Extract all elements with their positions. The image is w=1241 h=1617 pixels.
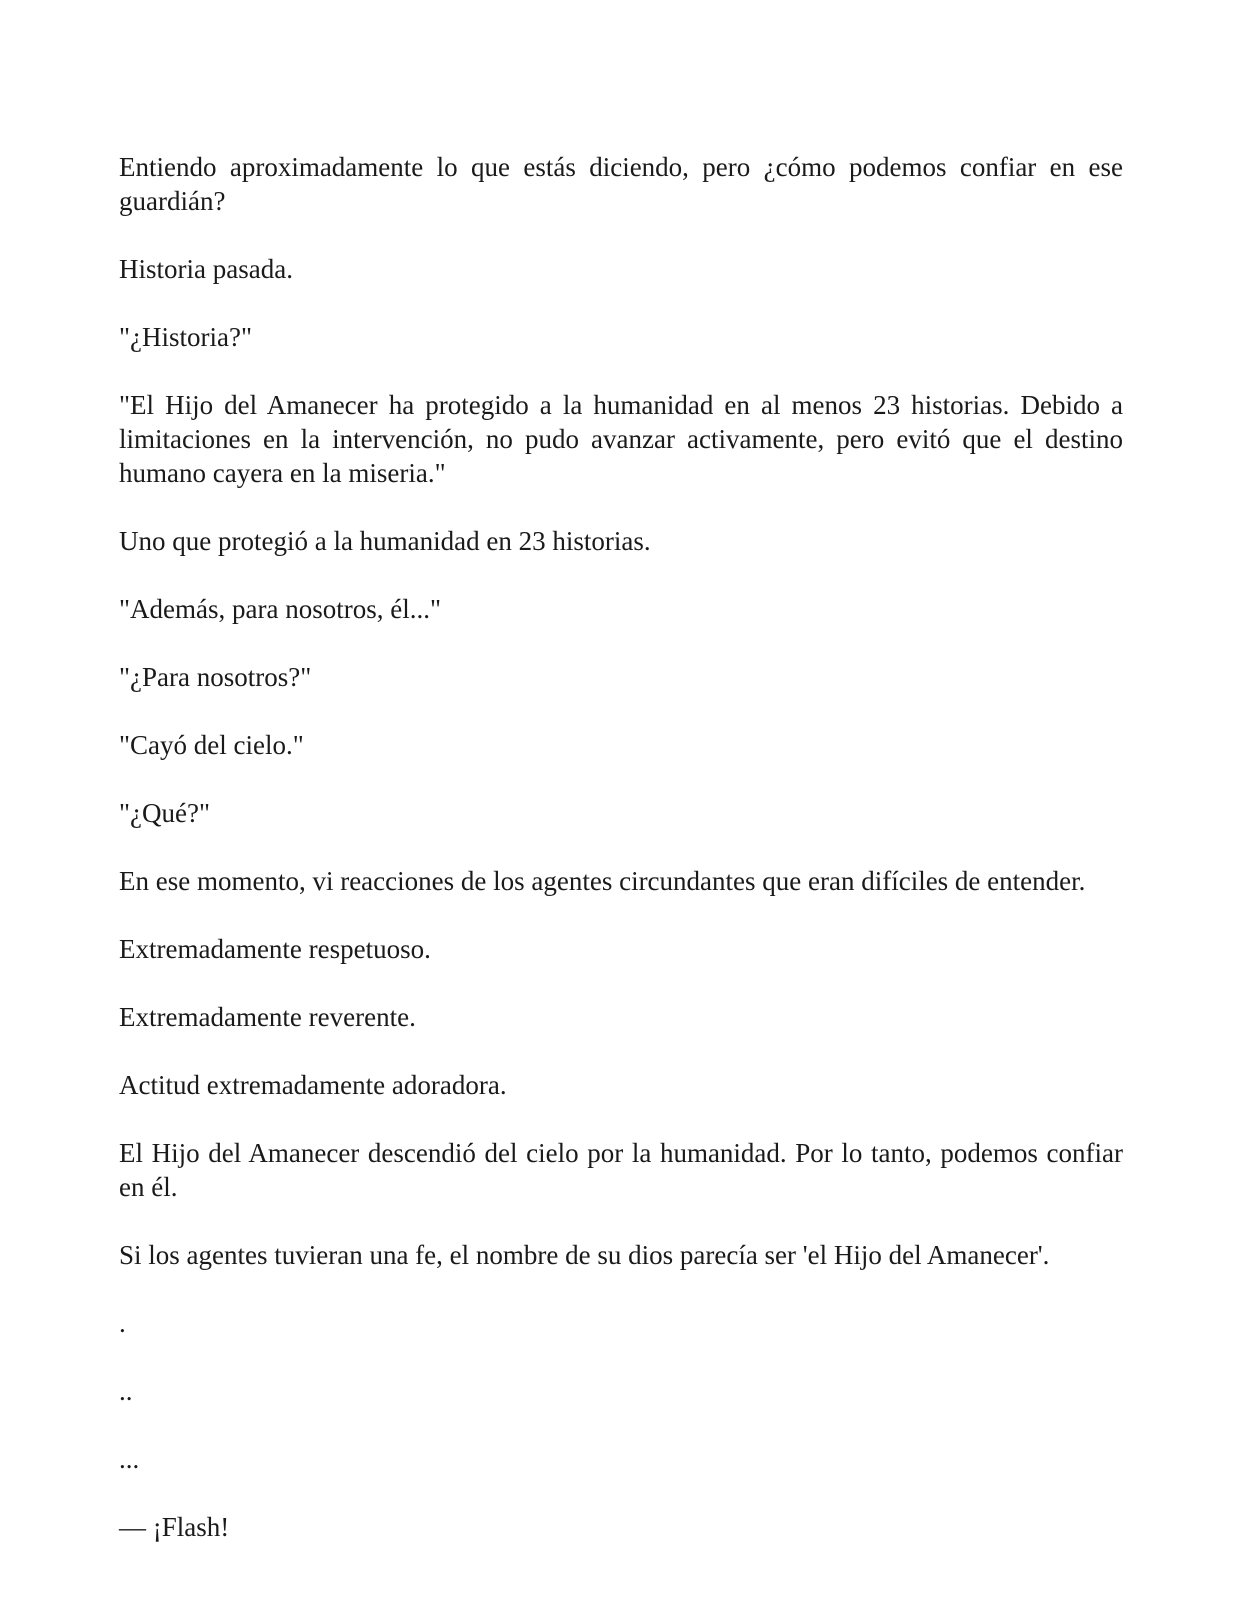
document-body [119, 150, 1123, 1544]
ellipsis-line: . [119, 1308, 126, 1338]
paragraph: Uno que protegió a la humanidad en 23 historias. [119, 526, 651, 556]
paragraph: Entiendo aproximadamente lo que estás diciendo, pero ¿cómo podemos confiar en ese guardián? [119, 152, 1123, 216]
paragraph: "Además, para nosotros, él..." [119, 594, 441, 624]
ellipsis-line: ... [119, 1444, 140, 1474]
paragraph: Actitud extremadamente adoradora. [119, 1070, 507, 1100]
paragraph: Extremadamente respetuoso. [119, 934, 431, 964]
ellipsis-line: .. [119, 1376, 133, 1406]
paragraph: Extremadamente reverente. [119, 1002, 416, 1032]
paragraph: El Hijo del Amanecer descendió del cielo por la humanidad. Por lo tanto, podemos confiar en él. [119, 1138, 1123, 1202]
paragraph: "¿Qué?" [119, 798, 210, 828]
paragraph: Historia pasada. [119, 254, 293, 284]
paragraph: En ese momento, vi reacciones de los agentes circundantes que eran difíciles de entender. [119, 866, 1086, 896]
paragraph: "¿Historia?" [119, 322, 252, 352]
paragraph: "¿Para nosotros?" [119, 662, 312, 692]
paragraph: "El Hijo del Amanecer ha protegido a la humanidad en al menos 23 historias. Debido a limitaciones en la intervención, no pudo avanzar activamente, pero evitó que el destino humano cayera en la miseria." [119, 390, 1123, 488]
paragraph: Si los agentes tuvieran una fe, el nombre de su dios parecía ser 'el Hijo del Amanecer'. [119, 1240, 1050, 1270]
paragraph: — ¡Flash! [119, 1512, 230, 1542]
paragraph: "Cayó del cielo." [119, 730, 304, 760]
